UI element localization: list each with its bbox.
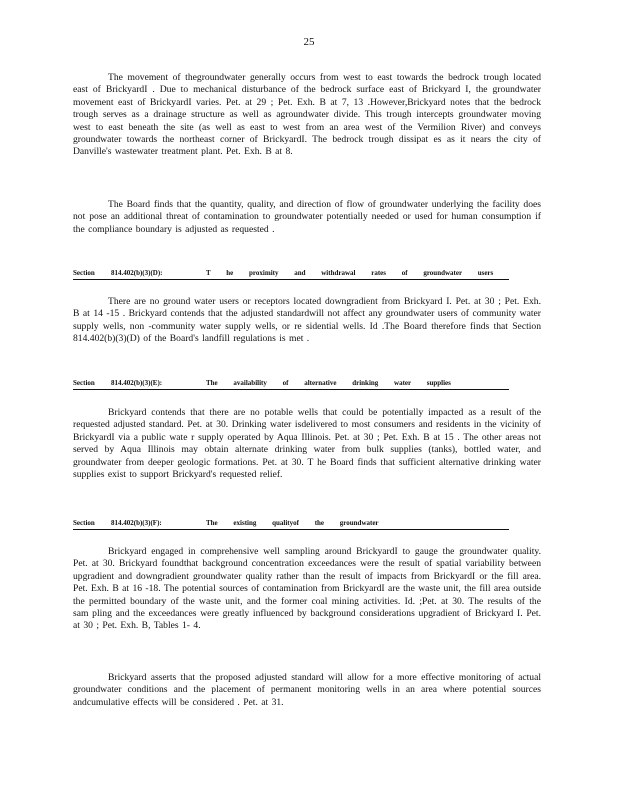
section-heading-label: Section: [73, 269, 95, 277]
paragraph-board-finding-quantity: The Board finds that the quantity, quality, and direction of flow of groundwater underlying the facility does not pose an additional threat of contamination to groundwater potentially needed or used for human consumption if the compliance boundary is adjusted as requested .: [73, 199, 541, 235]
paragraph-groundwater-users: There are no ground water users or receptors located downgradient from Brickyard I. Pet. at 30 ; Pet. Exh. B at 14 -15 . Brickyard contends that the adjusted standardwill not affect any groundwater users of community water supply wells, non -community water supply wells, or re sidential wells. Id .The Board therefore finds that Section 814.402(b)(3)(D) of the Board's landfill regulations is met .: [73, 296, 541, 345]
page-number: 25: [303, 36, 315, 48]
section-heading-number: 814.402(b)(3)(F):: [111, 519, 162, 527]
paragraph-groundwater-movement: The movement of thegroundwater generally occurs from west to east towards the bedrock trough located east of BrickyardI . Due to mechanical disturbance of the bedrock surface east of Brickyard I, the groundwater movement east of BrickyardI varies. Pet. at 29 ; Pet. Exh. B at 7, 13 .However,Brickyard notes that the bedrock trough serves as a drainage structure as well as agroundwater divide. This trough intercepts groundwater moving west to east beneath the site (as well as east to west from an area west of the Vermilion River) and conveys groundwater towards the northeast corner of BrickyardI. The bedrock trough dissipat es as it nears the city of Danville's wastewater treatment plant. Pet. Exh. B at 8.: [73, 72, 541, 158]
section-heading-d: [73, 268, 509, 280]
section-heading-title: The existing qualityof the groundwater: [206, 519, 379, 527]
section-heading-f: [73, 518, 509, 530]
section-heading-title: T he proximity and withdrawal rates of groundwater users: [206, 269, 494, 277]
section-heading-number: 814.402(b)(3)(D):: [111, 269, 163, 277]
section-heading-e: [73, 378, 509, 390]
section-heading-label: Section: [73, 519, 95, 527]
paragraph-groundwater-quality: Brickyard engaged in comprehensive well sampling around BrickyardI to gauge the groundwater quality. Pet. at 30. Brickyard foundthat background concentration exceedances were the result of spatial variability between upgradient and downgradient groundwater quality rather than the result of impacts from BrickyardI or the fill area. Pet. Exh. B at 16 -18. The potential sources of contamination from BrickyardI are the waste unit, the fill area outside the permitted boundary of the waste unit, and the former coal mining activities. Id. ;Pet. at 30. The results of the sam pling and the exceedances were greatly influenced by background considerations upgradient of Brickyard I. Pet. at 30 ; Pet. Exh. B, Tables 1- 4.: [73, 546, 541, 632]
section-heading-label: Section: [73, 379, 95, 387]
section-heading-number: 814.402(b)(3)(E):: [111, 379, 163, 387]
section-heading-title: The availability of alternative drinking water supplies: [206, 379, 451, 387]
paragraph-adjusted-standard: Brickyard asserts that the proposed adjusted standard will allow for a more effective monitoring of actual groundwater conditions and the placement of permanent monitoring wells in an area where potential sources andcumulative effects will be considered . Pet. at 31.: [73, 672, 541, 708]
paragraph-drinking-water: Brickyard contends that there are no potable wells that could be potentially impacted as a result of the requested adjusted standard. Pet. at 30. Drinking water isdelivered to most consumers and residents in the vicinity of BrickyardI via a public wate r supply operated by Aqua Illinois. Pet. at 30 ; Pet. Exh. B at 15 . The other areas not served by Aqua Illinois may obtain alternate drinking water from bulk supplies (tanks), bottled water, and groundwater from deeper geologic formations. Pet. at 30. T he Board finds that sufficient alternative drinking water supplies exist to support Brickyard's requested relief.: [73, 407, 541, 481]
